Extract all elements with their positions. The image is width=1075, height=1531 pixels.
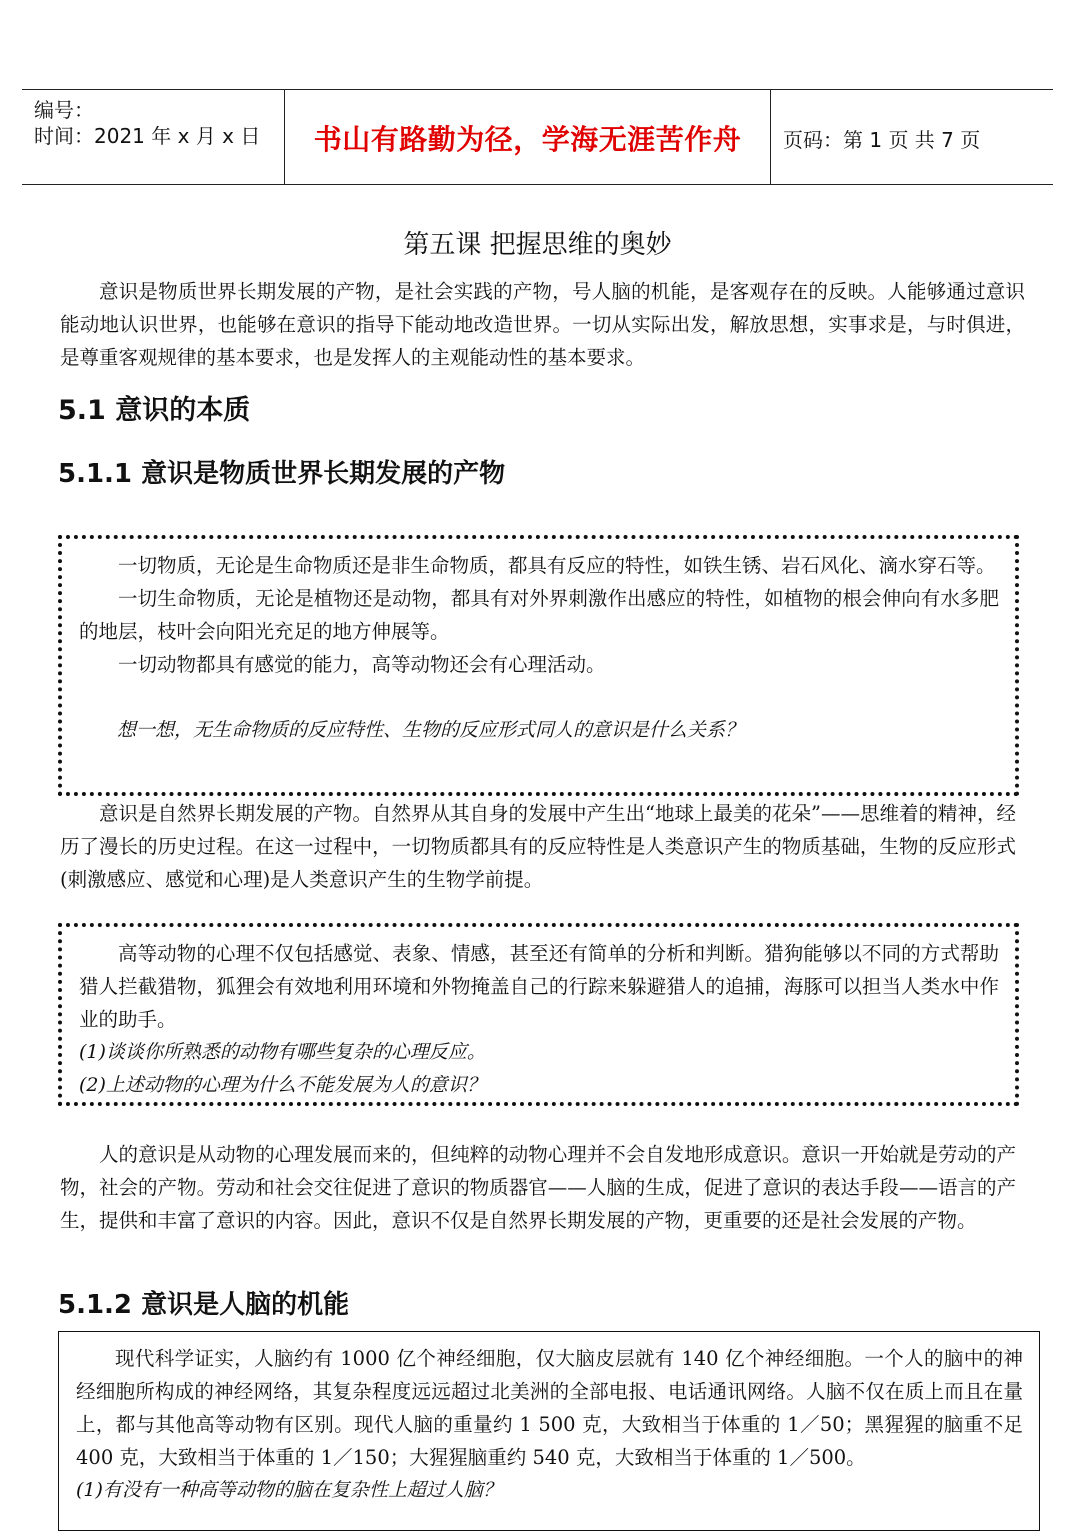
discussion-question: (1)有没有一种高等动物的脑在复杂性上超过人脑？ — [76, 1479, 502, 1501]
document-code-label: 编号： — [34, 98, 94, 122]
box-paragraph: 一切生命物质，无论是植物还是动物，都具有对外界刺激作出感应的特性，如植物的根会伸向有水多肥的地层，枝叶会向阳光充足的地方伸展等。 — [79, 587, 999, 643]
subsection-heading-2: 5.1.2 意识是人脑的机能 — [58, 1290, 350, 1320]
header-motto: 书山有路勤为径，学海无涯苦作舟 — [313, 123, 742, 156]
document-time-label: 时间：2021 年 x 月 x 日 — [34, 124, 261, 148]
discussion-question: (1)谈谈你所熟悉的动物有哪些复杂的心理反应。 — [79, 1041, 486, 1063]
example-box-matter-reaction — [58, 535, 1019, 796]
human-consciousness-paragraph: 人的意识是从动物的心理发展而来的，但纯粹的动物心理并不会自发地形成意识。意识一开始就是劳动的产物，社会的产物。劳动和社会交往促进了意识的物质器官——人脑的生成，促进了意识的表达手段——语言的产生，提供和丰富了意识的内容。因此，意识不仅是自然界长期发展的产物，更重要的还是社会发展的产物。 — [60, 1143, 1016, 1232]
intro-paragraph: 意识是物质世界长期发展的产物，是社会实践的产物，号人脑的机能，是客观存在的反映。人能够通过意识能动地认识世界，也能够在意识的指导下能动地改造世界。一切从实际出发，解放思想，实事求是，与时俱进，是尊重客观规律的基本要求，也是发挥人的主观能动性的基本要求。 — [60, 280, 1025, 369]
box-paragraph: 一切物质，无论是生命物质还是非生命物质，都具有反应的特性，如铁生锈、岩石风化、滴水穿石等。 — [118, 554, 996, 577]
header-meta-cell — [22, 90, 285, 184]
lesson-title: 第五课 把握思维的奥妙 — [403, 230, 672, 260]
example-box-human-brain — [58, 1331, 1040, 1531]
header-motto-cell — [285, 90, 771, 184]
box-spacer — [79, 681, 999, 714]
example-box-animal-psychology — [58, 923, 1019, 1106]
section-heading: 5.1 意识的本质 — [58, 395, 251, 426]
think-question: 想一想，无生命物质的反应特性、生物的反应形式同人的意识是什么关系？ — [117, 719, 745, 741]
discussion-question: (2)上述动物的心理为什么不能发展为人的意识？ — [79, 1074, 486, 1096]
header-page-cell — [771, 90, 1053, 184]
nature-paragraph: 意识是自然界长期发展的产物。自然界从其自身的发展中产生出“地球上最美的花朵”——思维着的精神，经历了漫长的历史过程。在这一过程中，一切物质都具有的反应特性是人类意识产生的物质基础，生物的反应形式(刺激感应、感觉和心理)是人类意识产生的生物学前提。 — [60, 802, 1016, 891]
box-paragraph: 一切动物都具有感觉的能力，高等动物还会有心理活动。 — [118, 653, 606, 676]
subsection-heading-1: 5.1.1 意识是物质世界长期发展的产物 — [58, 459, 506, 489]
box-paragraph: 高等动物的心理不仅包括感觉、表象、情感，甚至还有简单的分析和判断。猎狗能够以不同的方式帮助猎人拦截猎物，狐狸会有效地利用环境和外物掩盖自己的行踪来躲避猎人的追捕，海豚可以担当人类水中作业的助手。 — [79, 942, 999, 1031]
box-paragraph: 现代科学证实，人脑约有 1000 亿个神经细胞，仅大脑皮层就有 140 亿个神经细胞。一个人的脑中的神经细胞所构成的神经网络，其复杂程度远远超过北美洲的全部电报、电话通讯网络。人脑不仅在质上而且在量上，都与其他高等动物有区别。现代人脑的重量约 1 500 克，大致相当于体重的 1／50；黑猩猩的脑重不足 400 克，大致相当于体重的 1／150；大猩猩脑重约 540 克，大致相当于体重的 1／500。 — [76, 1347, 1023, 1469]
page-number-info: 页码：第 1 页 共 7 页 — [783, 128, 981, 152]
document-header — [22, 89, 1053, 185]
